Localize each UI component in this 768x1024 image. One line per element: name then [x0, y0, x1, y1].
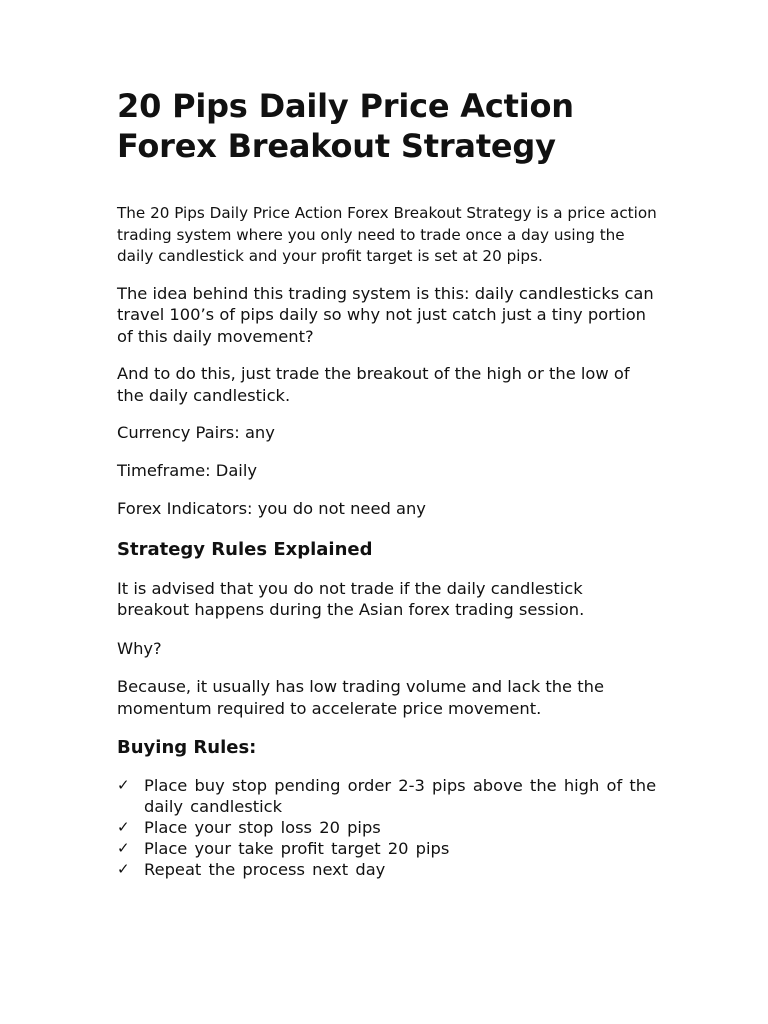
- rule-text: Place your stop loss 20 pips: [144, 818, 381, 837]
- title-line-2: Forex Breakout Strategy: [117, 127, 556, 165]
- intro-paragraph: The 20 Pips Daily Price Action Forex Breakout Strategy is a price action trading system where you only need to trade once a day using the daily candlestick and your profit target is set at 20 pips.: [117, 204, 657, 265]
- checkmark-icon: ✓: [117, 818, 130, 836]
- document-page: [117, 86, 657, 880]
- strategy-rules-heading: Strategy Rules Explained: [117, 538, 373, 560]
- list-item: [117, 859, 657, 880]
- checkmark-icon: ✓: [117, 860, 130, 878]
- advice-paragraph: It is advised that you do not trade if the daily candlestick breakout happens during the Asian forex trading session.: [117, 578, 585, 619]
- rule-text: Place buy stop pending order 2-3 pips above the high of the daily candlestick: [144, 776, 657, 816]
- because-paragraph: Because, it usually has low trading volume and lack the the momentum required to accelerate price movement.: [117, 677, 604, 718]
- buying-rules-list: [117, 775, 657, 880]
- rule-text: Repeat the process next day: [144, 860, 386, 879]
- currency-pairs-line: Currency Pairs: any: [117, 423, 275, 442]
- document-title: [117, 86, 657, 166]
- rule-text: Place your take profit target 20 pips: [144, 839, 450, 858]
- buying-rules-heading: Buying Rules:: [117, 737, 257, 758]
- title-line-1: 20 Pips Daily Price Action: [117, 87, 574, 125]
- checkmark-icon: ✓: [117, 839, 130, 857]
- list-item: [117, 817, 657, 838]
- checkmark-icon: ✓: [117, 776, 130, 794]
- indicators-line: Forex Indicators: you do not need any: [117, 499, 426, 518]
- breakout-paragraph: And to do this, just trade the breakout of the high or the low of the daily candlestick.: [117, 364, 630, 405]
- idea-paragraph: The idea behind this trading system is this: daily candlesticks can travel 100’s of pips daily so why not just catch just a tiny portion of this daily movement?: [117, 283, 654, 346]
- list-item: [117, 775, 657, 817]
- timeframe-line: Timeframe: Daily: [117, 460, 257, 480]
- list-item: [117, 838, 657, 859]
- why-line: Why?: [117, 638, 162, 658]
